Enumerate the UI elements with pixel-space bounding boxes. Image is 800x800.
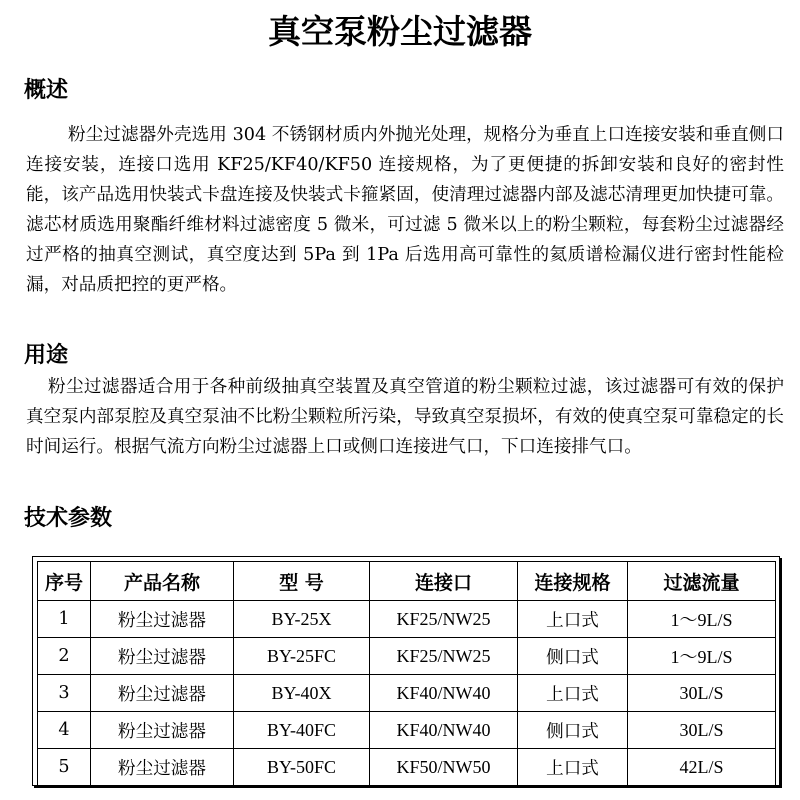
cell-index: 1: [38, 601, 91, 638]
cell-product-name: 粉尘过滤器: [91, 749, 234, 786]
header-port: 连接口: [370, 562, 518, 601]
table-row: [38, 638, 776, 675]
cell-flow-rate: 30L/S: [628, 675, 776, 712]
cell-index: 5: [38, 749, 91, 786]
cell-index: 3: [38, 675, 91, 712]
cell-flow-rate: 30L/S: [628, 712, 776, 749]
table-header-row: [38, 562, 776, 601]
cell-connection-spec: 上口式: [518, 675, 628, 712]
cell-index: 4: [38, 712, 91, 749]
cell-model: BY-50FC: [234, 749, 370, 786]
cell-model: BY-40X: [234, 675, 370, 712]
header-flow-rate: 过滤流量: [628, 562, 776, 601]
table-row: [38, 749, 776, 786]
header-product-name: 产品名称: [91, 562, 234, 601]
table-row: [38, 712, 776, 749]
cell-port: KF25/NW25: [370, 638, 518, 675]
page-title: 真空泵粉尘过滤器: [268, 12, 532, 51]
header-index: 序号: [38, 562, 91, 601]
table-row: [38, 601, 776, 638]
cell-product-name: 粉尘过滤器: [91, 601, 234, 638]
cell-product-name: 粉尘过滤器: [91, 712, 234, 749]
params-table-frame: [32, 556, 780, 786]
cell-connection-spec: 侧口式: [518, 712, 628, 749]
cell-port: KF25/NW25: [370, 601, 518, 638]
cell-connection-spec: 上口式: [518, 601, 628, 638]
cell-connection-spec: 上口式: [518, 749, 628, 786]
params-table: [37, 561, 776, 786]
cell-flow-rate: 1～9L/S: [628, 638, 776, 675]
overview-heading: 概述: [24, 78, 69, 103]
cell-port: KF40/NW40: [370, 675, 518, 712]
usage-heading: 用途: [24, 343, 69, 368]
cell-flow-rate: 1～9L/S: [628, 601, 776, 638]
cell-model: BY-40FC: [234, 712, 370, 749]
cell-product-name: 粉尘过滤器: [91, 638, 234, 675]
params-heading: 技术参数: [24, 506, 113, 531]
cell-model: BY-25FC: [234, 638, 370, 675]
header-model: 型 号: [234, 562, 370, 601]
cell-port: KF50/NW50: [370, 749, 518, 786]
header-connection-spec: 连接规格: [518, 562, 628, 601]
cell-product-name: 粉尘过滤器: [91, 675, 234, 712]
cell-connection-spec: 侧口式: [518, 638, 628, 675]
table-row: [38, 675, 776, 712]
cell-model: BY-25X: [234, 601, 370, 638]
overview-paragraph: 粉尘过滤器外壳选用 304 不锈钢材质内外抛光处理，规格分为垂直上口连接安装和垂直侧口连接安装，连接口选用 KF25/KF40/KF50 连接规格，为了更便捷的拆卸安装和良好的密封性能，该产品选用快装式卡盘连接及快装式卡箍紧固，使清理过滤器内部及滤芯清理更加快捷可靠。滤芯材质选用聚酯纤维材料过滤密度 5 微米，可过滤 5 微米以上的粉尘颗粒，每套粉尘过滤器经过严格的抽真空测试，真空度达到 5Pa 到 1Pa 后选用高可靠性的氦质谱检漏仪进行密封性能检漏，对品质把控的更严格。: [26, 125, 784, 295]
cell-port: KF40/NW40: [370, 712, 518, 749]
usage-paragraph: 粉尘过滤器适合用于各种前级抽真空装置及真空管道的粉尘颗粒过滤，该过滤器可有效的保护真空泵内部泵腔及真空泵油不比粉尘颗粒所污染，导致真空泵损坏，有效的使真空泵可靠稳定的长时间运行。根据气流方向粉尘过滤器上口或侧口连接进气口，下口连接排气口。: [26, 377, 784, 457]
cell-index: 2: [38, 638, 91, 675]
cell-flow-rate: 42L/S: [628, 749, 776, 786]
